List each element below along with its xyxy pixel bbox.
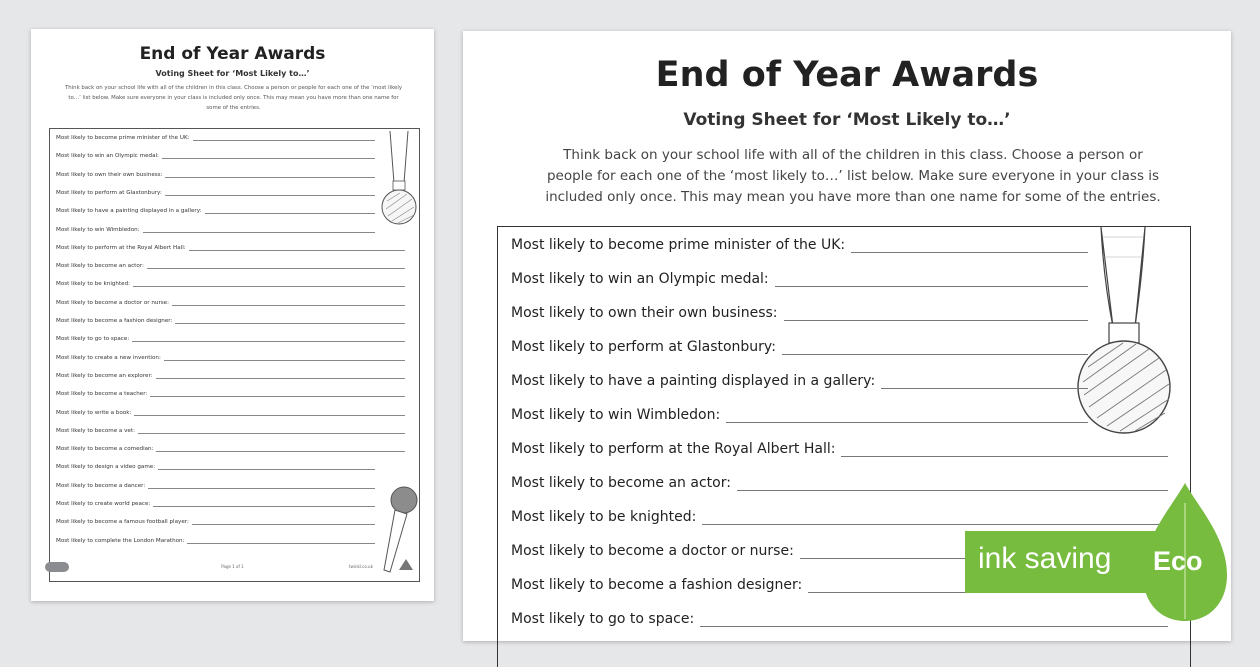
- answer-line: [156, 373, 405, 379]
- thumbnail-entry-row: [56, 410, 405, 416]
- answer-line: [158, 464, 375, 470]
- thumbnail-entry-label: Most likely to become a vet:: [56, 427, 135, 434]
- ink-saving-label: ink saving: [978, 542, 1112, 575]
- thumbnail-entries-box: [49, 128, 420, 582]
- thumbnail-entry-row: [56, 263, 405, 269]
- thumbnail-entry-row: [56, 300, 405, 306]
- page-subtitle: Voting Sheet for ‘Most Likely to…’: [683, 110, 1011, 130]
- entry-label: Most likely to win an Olympic medal:: [511, 271, 769, 287]
- answer-line: [132, 336, 405, 342]
- answer-line: [156, 446, 405, 452]
- answer-line: [150, 391, 405, 397]
- answer-line: [147, 263, 405, 269]
- answer-line: [153, 501, 375, 507]
- thumbnail-entry-label: Most likely to create a new invention:: [56, 354, 161, 361]
- page-title: End of Year Awards: [655, 55, 1039, 95]
- thumbnail-entry-label: Most likely to become prime minister of the UK:: [56, 135, 190, 141]
- thumbnail-entry-label: Most likely to perform at the Royal Albert Hall:: [56, 244, 186, 251]
- answer-line: [784, 308, 1088, 321]
- thumbnail-entry-label: Most likely to become an explorer:: [56, 372, 153, 379]
- thumbnail-entry-label: Most likely to become a doctor or nurse:: [56, 299, 169, 306]
- entry-label: Most likely to become an actor:: [511, 475, 731, 491]
- entry-row: [511, 407, 1088, 423]
- thumbnail-entry-row: [56, 172, 375, 178]
- entry-label: Most likely to have a painting displayed in a gallery:: [511, 373, 876, 389]
- answer-line: [148, 483, 375, 489]
- intro-text: [503, 145, 1203, 208]
- answer-line: [193, 135, 375, 141]
- answer-line: [205, 208, 375, 214]
- answer-line: [189, 245, 405, 251]
- thumbnail-entry-label: Most likely to perform at Glastonbury:: [56, 189, 162, 196]
- thumbnail-entry-row: [56, 464, 375, 470]
- entry-row: [511, 441, 1168, 457]
- thumbnail-entry-label: Most likely to become a teacher:: [56, 391, 148, 398]
- worksheet-thumbnail: [31, 29, 434, 601]
- entry-label: Most likely to be knighted:: [511, 509, 697, 525]
- intro-line: people for each one of the ‘most likely to…’ list below. Make sure everyone in your class is: [546, 168, 1160, 184]
- thumbnail-entry-label: Most likely to own their own business:: [56, 171, 163, 178]
- answer-line: [133, 281, 405, 287]
- entry-label: Most likely to become a fashion designer:: [511, 577, 803, 593]
- entry-row: [511, 305, 1088, 321]
- thumbnail-entry-row: [56, 245, 405, 251]
- thumbnail-entry-label: Most likely to design a video game:: [56, 464, 156, 471]
- thumbnail-entry-row: [56, 227, 375, 233]
- medal-icon: [380, 131, 420, 226]
- answer-line: [841, 444, 1168, 457]
- thumbnail-entry-row: [56, 318, 405, 324]
- microphone-icon: [380, 484, 420, 576]
- thumbnail-entry-label: Most likely to become a famous football player:: [56, 519, 189, 526]
- thumbnail-entry-row: [56, 336, 405, 342]
- intro-line: included only once. This may mean you have more than one name for some of the entries.: [545, 189, 1161, 205]
- thumbnail-entry-row: [56, 446, 405, 452]
- thumbnail-entry-label: Most likely to complete the London Marathon:: [56, 537, 185, 544]
- thumbnail-subtitle: Voting Sheet for ‘Most Likely to…’: [155, 69, 310, 78]
- thumbnail-entry-row: [56, 501, 375, 507]
- entry-row: [511, 475, 1168, 491]
- answer-line: [187, 538, 375, 544]
- answer-line: [138, 428, 405, 434]
- answer-line: [164, 355, 405, 361]
- entries-box: [497, 226, 1191, 667]
- entry-label: Most likely to own their own business:: [511, 305, 778, 321]
- thumbnail-entry-label: Most likely to create world peace:: [56, 501, 151, 507]
- thumbnail-intro: Think back on your school life with all of the children in this class. Choose a person or people for each one of the ‘most likely to…’ list below. Make sure everyone in your class is included only once. This may mean you have more than one name for some of the entries.: [64, 85, 403, 111]
- thumbnail-entry-label: Most likely to become a fashion designer:: [56, 318, 173, 324]
- thumbnail-entry-row: [56, 428, 405, 434]
- entry-label: Most likely to become a doctor or nurse:: [511, 543, 794, 559]
- entry-row: [511, 373, 1088, 389]
- thumbnail-entry-row: [56, 373, 405, 379]
- answer-line: [165, 190, 375, 196]
- answer-line: [702, 512, 1168, 525]
- thumbnail-entry-row: [56, 538, 375, 544]
- thumbnail-entry-row: [56, 190, 375, 196]
- answer-line: [134, 410, 405, 416]
- thumbnail-entry-row: [56, 153, 375, 159]
- medal-icon: [1073, 227, 1183, 437]
- thumbnail-entry-row: [56, 483, 375, 489]
- thumbnail-entry-label: Most likely to be knighted:: [56, 281, 131, 288]
- thumbnail-entry-row: [56, 281, 405, 287]
- answer-line: [782, 342, 1088, 355]
- thumbnail-entry-row: [56, 208, 375, 214]
- answer-line: [175, 318, 405, 324]
- entry-row: [511, 237, 1088, 253]
- entry-label: Most likely to perform at Glastonbury:: [511, 339, 776, 355]
- answer-line: [775, 274, 1088, 287]
- answer-line: [143, 227, 375, 233]
- thumbnail-entry-label: Most likely to become a dancer:: [56, 482, 146, 489]
- entry-row: [511, 509, 1168, 525]
- answer-line: [700, 614, 1168, 627]
- thumbnail-entry-row: [56, 135, 375, 141]
- thumbnail-entry-label: Most likely to write a book:: [56, 409, 132, 416]
- thumbnail-entry-label: Most likely to win an Olympic medal:: [56, 153, 159, 160]
- thumbnail-entry-label: Most likely to win Wimbledon:: [56, 226, 140, 233]
- answer-line: [726, 410, 1088, 423]
- thumbnail-title: End of Year Awards: [139, 44, 326, 64]
- entry-label: Most likely to perform at the Royal Albert Hall:: [511, 441, 836, 457]
- thumbnail-entry-row: [56, 519, 375, 525]
- eco-leaf-icon: [1139, 483, 1231, 623]
- thumbnail-entry-label: Most likely to become a comedian:: [56, 446, 154, 453]
- thumbnail-entry-label: Most likely to have a painting displayed in a gallery:: [56, 208, 202, 215]
- answer-line: [881, 376, 1088, 389]
- entry-row: [511, 611, 1168, 627]
- answer-line: [165, 172, 375, 178]
- thumbnail-entry-label: Most likely to go to space:: [56, 336, 130, 343]
- answer-line: [851, 240, 1088, 253]
- answer-line: [172, 300, 405, 306]
- entry-label: Most likely to go to space:: [511, 611, 695, 627]
- intro-line: Think back on your school life with all of the children in this class. Choose a person or: [563, 147, 1143, 163]
- entry-label: Most likely to win Wimbledon:: [511, 407, 721, 423]
- thumbnail-entry-row: [56, 355, 405, 361]
- answer-line: [162, 153, 375, 159]
- thumbnail-entry-row: [56, 391, 405, 397]
- page-number: Page 1 of 1: [221, 564, 244, 569]
- thumbnail-entry-label: Most likely to become an actor:: [56, 263, 144, 270]
- entry-label: Most likely to become prime minister of the UK:: [511, 237, 846, 253]
- entry-row: [511, 339, 1088, 355]
- footer-site: twinkl.co.uk: [349, 564, 373, 569]
- eco-label: Eco: [1153, 546, 1203, 576]
- answer-line: [192, 519, 375, 525]
- entry-row: [511, 271, 1088, 287]
- answer-line: [737, 478, 1168, 491]
